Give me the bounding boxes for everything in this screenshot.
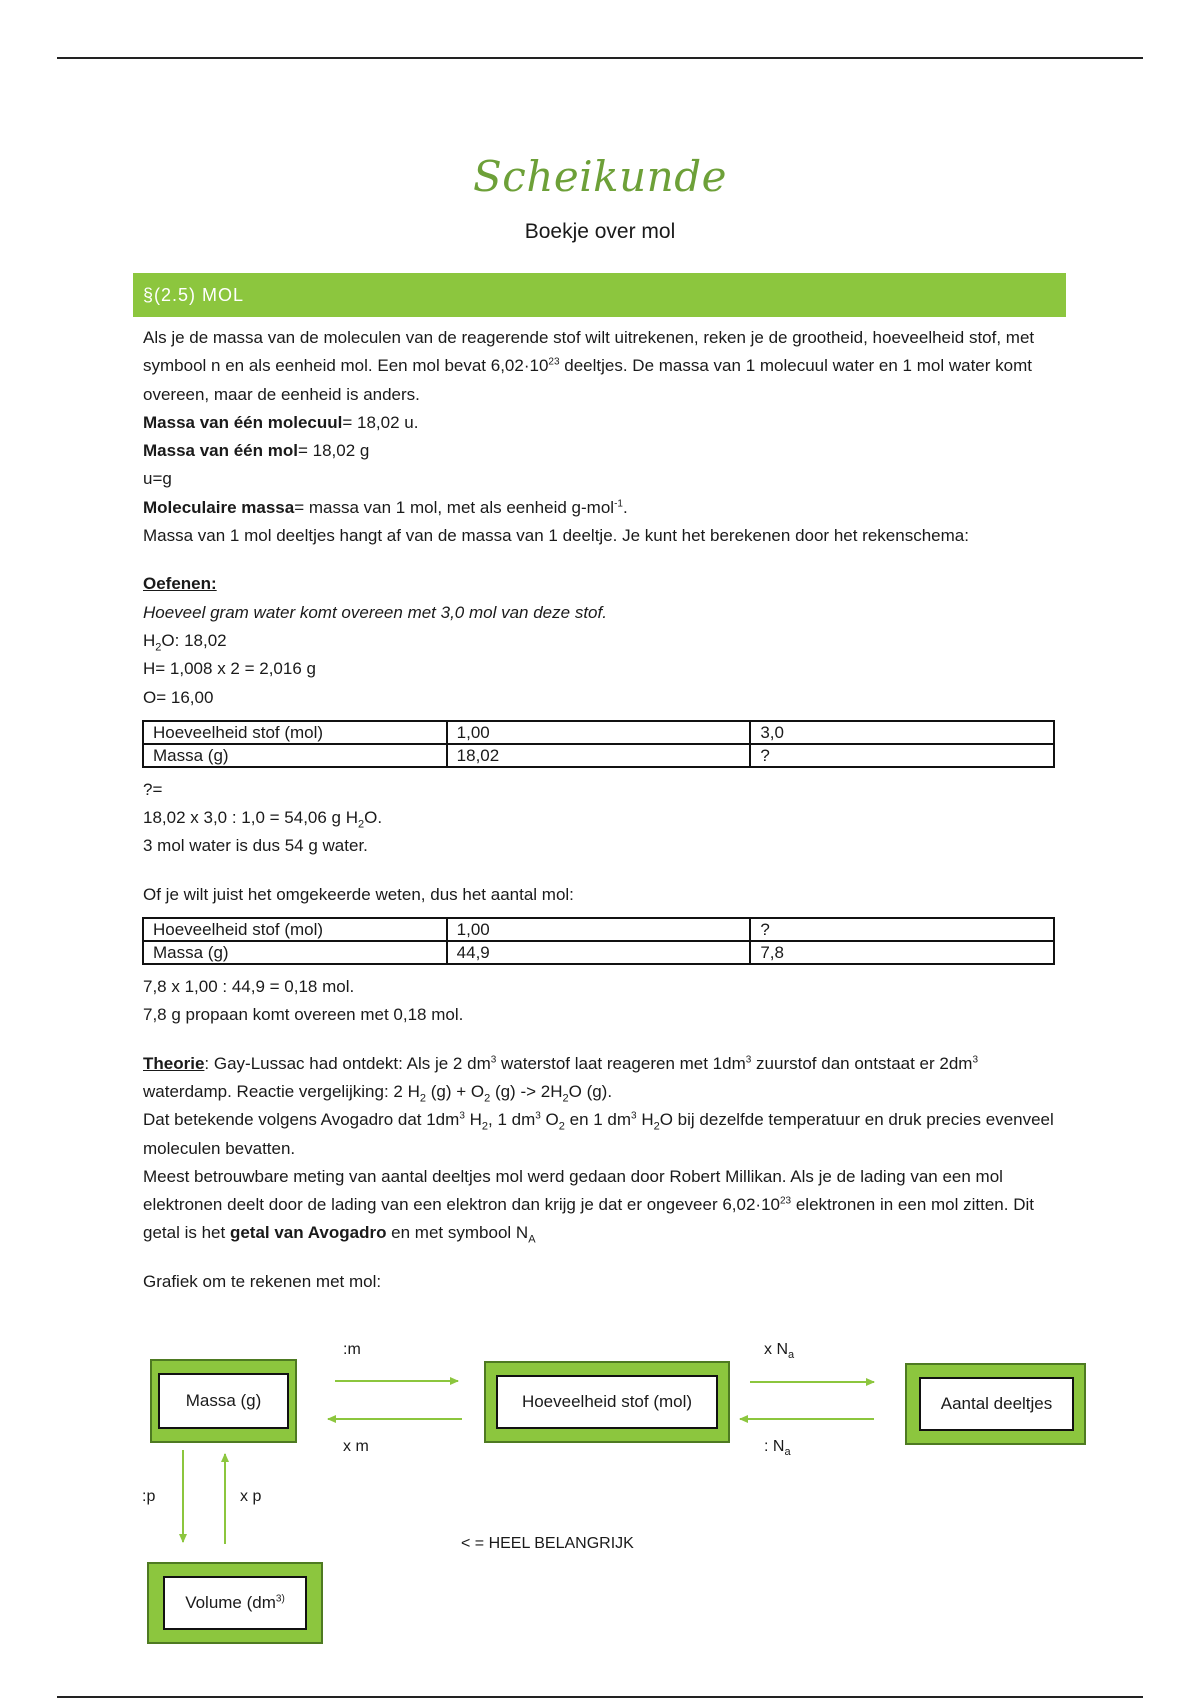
sup: 3: [972, 1053, 979, 1065]
intro-text-1: Als je de massa van de moleculen van de reagerende stof wilt uitrekenen, reken je de grootheid, hoeveelheid stof, met symbool n en als eenheid mol. Een mol bevat 6,02·10: [143, 328, 1035, 376]
mass-molecule-value: = 18,02 u.: [342, 412, 419, 432]
hoeveelheid-box: [484, 1361, 730, 1443]
table-cell: 7,8: [750, 941, 1054, 964]
intro-sup: 23: [548, 356, 560, 368]
label-div-na-text: : N: [764, 1438, 785, 1455]
bottom-rule: [57, 1696, 1143, 1698]
avogadro-text: H: [464, 1110, 482, 1130]
avogadro-text: O: [540, 1110, 559, 1130]
u-equals-g: u=g: [143, 469, 172, 489]
theorie-text: waterdamp. Reactie vergelijking: 2 H: [143, 1081, 420, 1101]
o-line: O= 16,00: [143, 687, 214, 707]
sub: 2: [562, 1092, 569, 1105]
intro-text-2: deeltjes. De massa van 1 molecuul water en 1 mol water komt overeen, maar de eenheid is anders.: [143, 356, 1032, 404]
label-div-m: :m: [343, 1341, 361, 1358]
calc1-eq-sub: 2: [358, 818, 365, 831]
spacer: [143, 861, 1061, 881]
sup: 3: [535, 1110, 541, 1122]
intro-paragraph: [143, 324, 1061, 409]
massa-box: [150, 1359, 297, 1443]
spacer: [143, 550, 1061, 570]
sup: 3: [459, 1110, 465, 1122]
label-times-na-text: x N: [764, 1341, 788, 1358]
spacer: [143, 1030, 1061, 1050]
calc1-result: 3 mol water is dus 54 g water.: [143, 836, 368, 856]
reverse-text: Of je wilt juist het omgekeerde weten, dus het aantal mol:: [143, 884, 574, 904]
sup: 3: [490, 1053, 497, 1065]
table-cell: 44,9: [447, 941, 751, 964]
spacer: [143, 1248, 1061, 1268]
molecular-mass-text: = massa van 1 mol, met als eenheid g-mol: [294, 497, 615, 517]
label-times-p: x p: [240, 1488, 262, 1505]
molecular-mass-label: Moleculaire massa: [143, 497, 295, 517]
h2o-line: [143, 627, 1061, 655]
molecular-mass-end: .: [622, 497, 628, 517]
label-times-m: x m: [343, 1438, 369, 1455]
oefenen-heading-text: Oefenen:: [143, 574, 217, 594]
molecular-mass-sup: -1: [614, 498, 623, 510]
sub: 2: [484, 1092, 491, 1105]
h2o-sub: 2: [155, 641, 162, 654]
theorie-heading: Theorie: [143, 1053, 205, 1073]
millikan-text: Meest betrouwbare meting van aantal deeltjes mol werd gedaan door Robert Millikan. Als je de lading van een mol elektronen deelt door de lading van een elektron dan krijg je dat er ongeveer 6,02·10: [143, 1166, 1003, 1215]
theorie-paragraph: [143, 1050, 1061, 1107]
table-cell: Massa (g): [143, 744, 447, 767]
table-cell: 1,00: [447, 721, 751, 744]
sup: 3: [631, 1110, 637, 1122]
sup: 23: [780, 1195, 792, 1207]
table-row: [143, 941, 1054, 964]
avogadro-text: H: [636, 1110, 654, 1130]
theorie-text: (g) -> 2H: [490, 1081, 563, 1101]
schema-line: Massa van 1 mol deeltjes hangt af van de massa van 1 deeltje. Je kunt het berekenen door het rekenschema:: [143, 526, 969, 546]
table-cell: ?: [750, 744, 1054, 767]
table-cell: ?: [750, 918, 1054, 941]
sub: 2: [558, 1120, 565, 1133]
sub: 2: [653, 1120, 660, 1133]
avogadro-text: en 1 dm: [564, 1110, 632, 1130]
label-times-na: [764, 1341, 795, 1362]
section-banner: §(2.5) MOL: [133, 273, 1066, 317]
millikan-text: elektronen in een mol zitten. Dit getal is het: [143, 1195, 1034, 1243]
mass-molecule-line: [143, 409, 1061, 437]
mass-mol-value: = 18,02 g: [297, 441, 370, 461]
mol-diagram: [0, 1340, 1200, 1670]
calc1-eq-a: 18,02 x 3,0 : 1,0 = 54,06 g H: [143, 808, 359, 828]
h2o-a: H: [143, 630, 156, 650]
aantal-inner: [919, 1377, 1074, 1431]
theorie-text: (g) + O: [425, 1081, 485, 1101]
calc2-equation: 7,8 x 1,00 : 44,9 = 0,18 mol.: [143, 977, 355, 997]
sub: A: [528, 1233, 536, 1246]
table-cell: 18,02: [447, 744, 751, 767]
top-rule: [57, 57, 1143, 59]
avogadro-text: O bij dezelfde temperatuur en druk precies evenveel moleculen bevatten.: [143, 1110, 1054, 1158]
massa-label: Massa (g): [185, 1391, 262, 1410]
theorie-text: zuurstof dan ontstaat er 2dm: [751, 1053, 973, 1073]
table-row: [143, 918, 1054, 941]
theorie-text: waterstof laat reageren met 1dm: [496, 1053, 746, 1073]
calc1-equation: [143, 804, 1061, 832]
h2o-b: O: 18,02: [161, 630, 227, 650]
oefenen-question: [143, 599, 1061, 627]
millikan-text: en met symbool N: [386, 1223, 529, 1243]
theorie-text: O (g).: [568, 1081, 613, 1101]
volume-text: Volume (dm: [185, 1593, 276, 1612]
aantal-box: [905, 1363, 1086, 1445]
volume-sup: 3): [275, 1593, 285, 1605]
mass-mol-line: [143, 437, 1061, 465]
label-div-p: :p: [142, 1488, 156, 1505]
table-mass-2: [142, 917, 1055, 965]
sub: 2: [481, 1120, 488, 1133]
table-cell: 3,0: [750, 721, 1054, 744]
label-div-na: [764, 1438, 791, 1459]
sup: 3: [745, 1053, 752, 1065]
page-subtitle: Boekje over mol: [524, 220, 676, 243]
oefenen-heading: [143, 570, 1061, 598]
h-line: H= 1,008 x 2 = 2,016 g: [143, 659, 316, 679]
volume-inner: [163, 1576, 307, 1630]
aantal-label: Aantal deeltjes: [940, 1394, 1053, 1413]
table-cell: Massa (g): [143, 941, 447, 964]
mass-mol-label: Massa van één mol: [143, 441, 298, 461]
hoeveelheid-inner: [496, 1375, 718, 1429]
table-mass-1: [142, 720, 1055, 768]
table-cell: Hoeveelheid stof (mol): [143, 721, 447, 744]
table-cell: Hoeveelheid stof (mol): [143, 918, 447, 941]
avogadro-text: Dat betekende volgens Avogadro dat 1dm: [143, 1110, 460, 1130]
mass-molecule-label: Massa van één molecuul: [143, 412, 343, 432]
table-row: [143, 721, 1054, 744]
sub: 2: [419, 1092, 426, 1105]
oefenen-question-text: Hoeveel gram water komt overeen met 3,0 mol van deze stof.: [143, 602, 607, 622]
volume-box: [147, 1562, 323, 1644]
millikan-paragraph: [143, 1163, 1061, 1248]
avogadro-paragraph: [143, 1106, 1061, 1163]
molecular-mass-line: [143, 494, 1061, 522]
calc1-question: ?=: [143, 779, 163, 799]
important-note: < = HEEL BELANGRIJK: [461, 1535, 634, 1552]
calc1-eq-b: O.: [364, 808, 383, 828]
massa-inner: [158, 1373, 289, 1429]
label-times-na-sub: a: [788, 1349, 795, 1362]
content: [143, 324, 1061, 1296]
page-title: Scheikunde: [473, 152, 727, 201]
table-row: [143, 744, 1054, 767]
theorie-text: : Gay-Lussac had ontdekt: Als je 2 dm: [204, 1053, 491, 1073]
avogadro-number-label: getal van Avogadro: [229, 1223, 387, 1243]
label-div-na-sub: a: [784, 1446, 791, 1459]
calc2-result: 7,8 g propaan komt overeen met 0,18 mol.: [143, 1005, 464, 1025]
avogadro-text: , 1 dm: [488, 1110, 536, 1130]
hoeveelheid-label: Hoeveelheid stof (mol): [521, 1392, 693, 1411]
volume-label: [185, 1593, 285, 1613]
table-cell: 1,00: [447, 918, 751, 941]
diagram-intro: Grafiek om te rekenen met mol:: [143, 1271, 382, 1291]
